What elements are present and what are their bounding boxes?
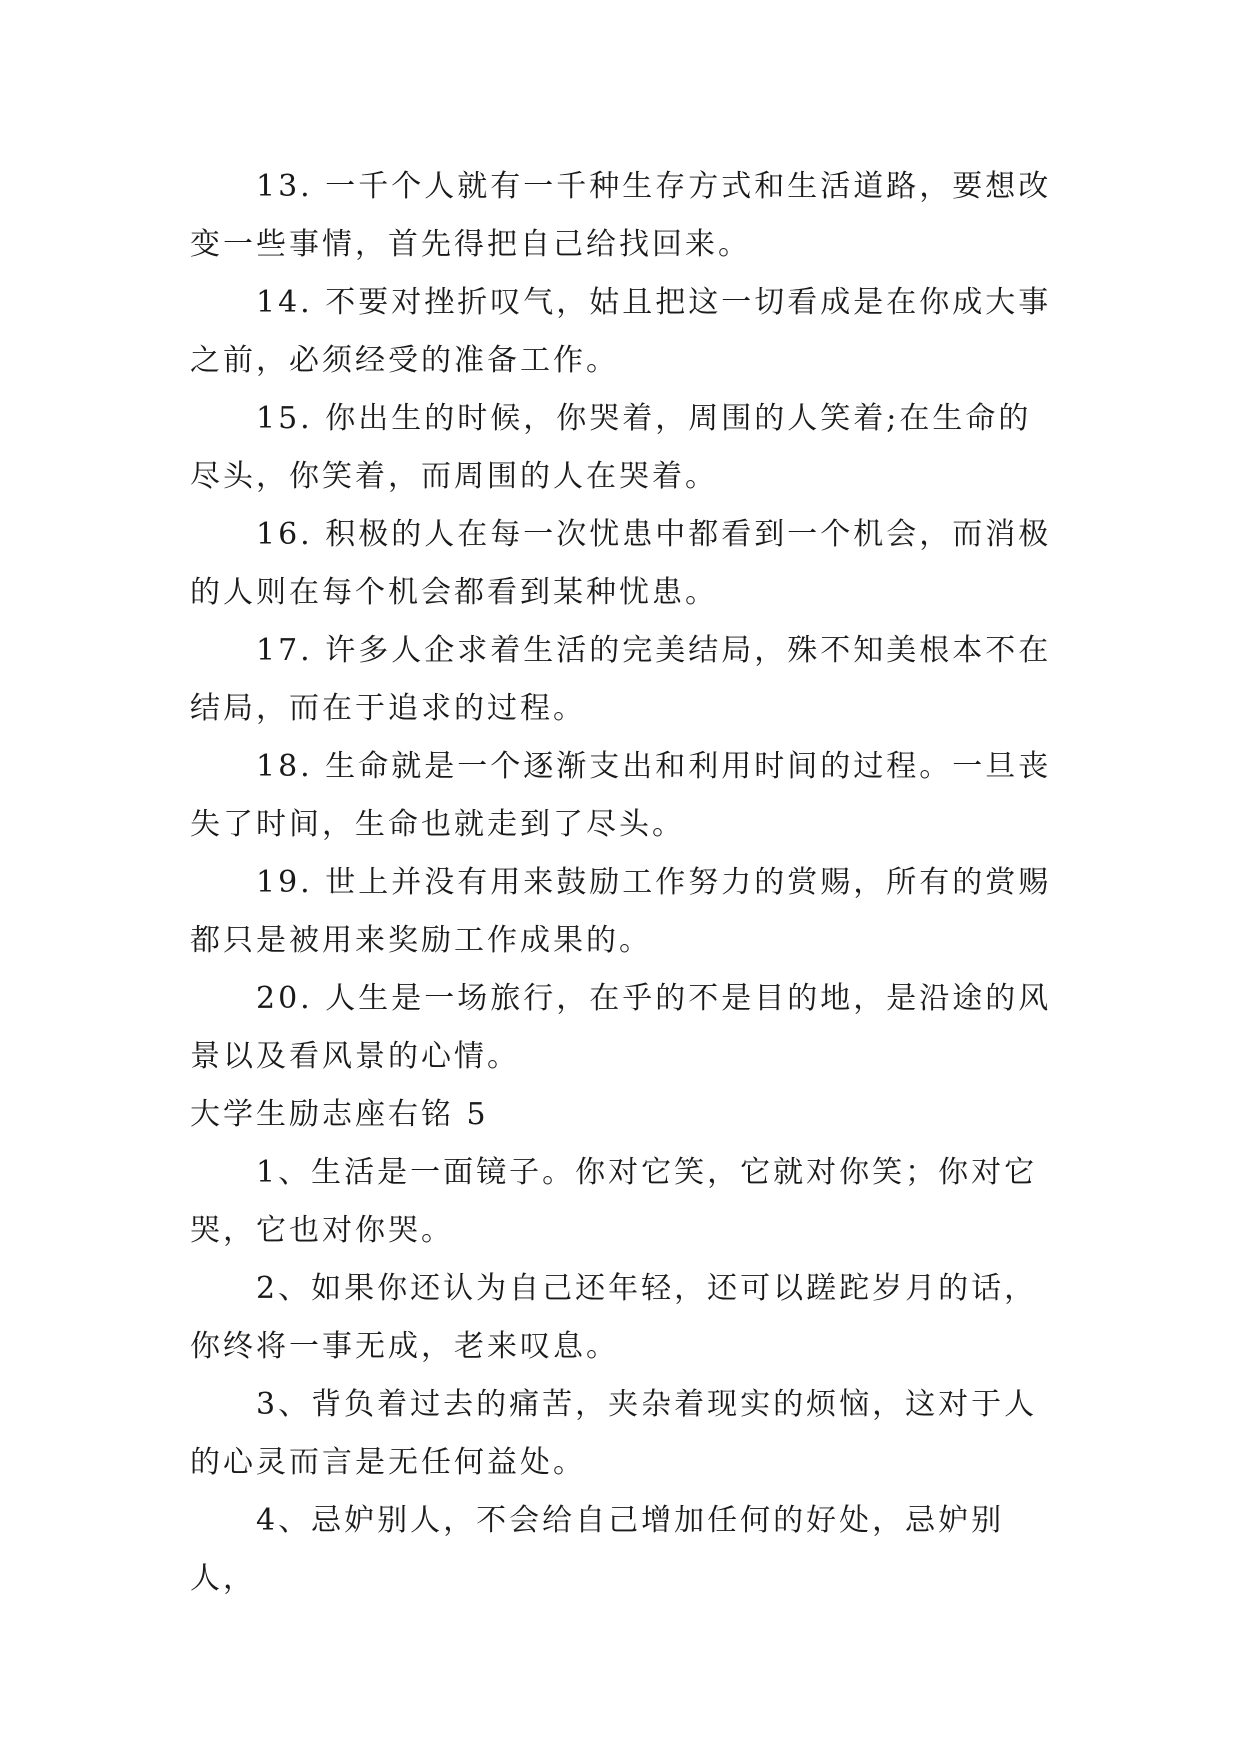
document-body <box>190 158 1052 1608</box>
quote-paragraph-4: 4、忌妒别人，不会给自己增加任何的好处，忌妒别人， <box>190 1503 1005 1596</box>
quote-paragraph-13: 13. 一千个人就有一千种生存方式和生活道路，要想改变一些事情，首先得把自己给找回来。 <box>190 169 1052 262</box>
quote-paragraph-20: 20. 人生是一场旅行，在乎的不是目的地，是沿途的风景以及看风景的心情。 <box>190 981 1052 1074</box>
quote-paragraph-18: 18. 生命就是一个逐渐支出和利用时间的过程。一旦丧失了时间，生命也就走到了尽头。 <box>190 749 1052 842</box>
quote-paragraph-3: 3、背负着过去的痛苦，夹杂着现实的烦恼，这对于人的心灵而言是无任何益处。 <box>190 1387 1038 1480</box>
quote-paragraph-17: 17. 许多人企求着生活的完美结局，殊不知美根本不在结局，而在于追求的过程。 <box>190 633 1052 726</box>
quote-paragraph-2: 2、如果你还认为自己还年轻，还可以蹉跎岁月的话，你终将一事无成，老来叹息。 <box>190 1271 1038 1364</box>
quote-paragraph-16: 16. 积极的人在每一次忧患中都看到一个机会，而消极的人则在每个机会都看到某种忧患。 <box>190 517 1052 610</box>
quote-paragraph-1: 1、生活是一面镜子。你对它笑，它就对你笑；你对它哭，它也对你哭。 <box>190 1155 1038 1248</box>
quote-paragraph-14: 14. 不要对挫折叹气，姑且把这一切看成是在你成大事之前，必须经受的准备工作。 <box>190 285 1052 378</box>
section-heading: 大学生励志座右铭 5 <box>190 1097 489 1132</box>
quote-paragraph-19: 19. 世上并没有用来鼓励工作努力的赏赐，所有的赏赐都只是被用来奖励工作成果的。 <box>190 865 1052 958</box>
quote-paragraph-15: 15. 你出生的时候，你哭着，周围的人笑着;在生命的尽头，你笑着，而周围的人在哭着。 <box>190 401 1032 494</box>
